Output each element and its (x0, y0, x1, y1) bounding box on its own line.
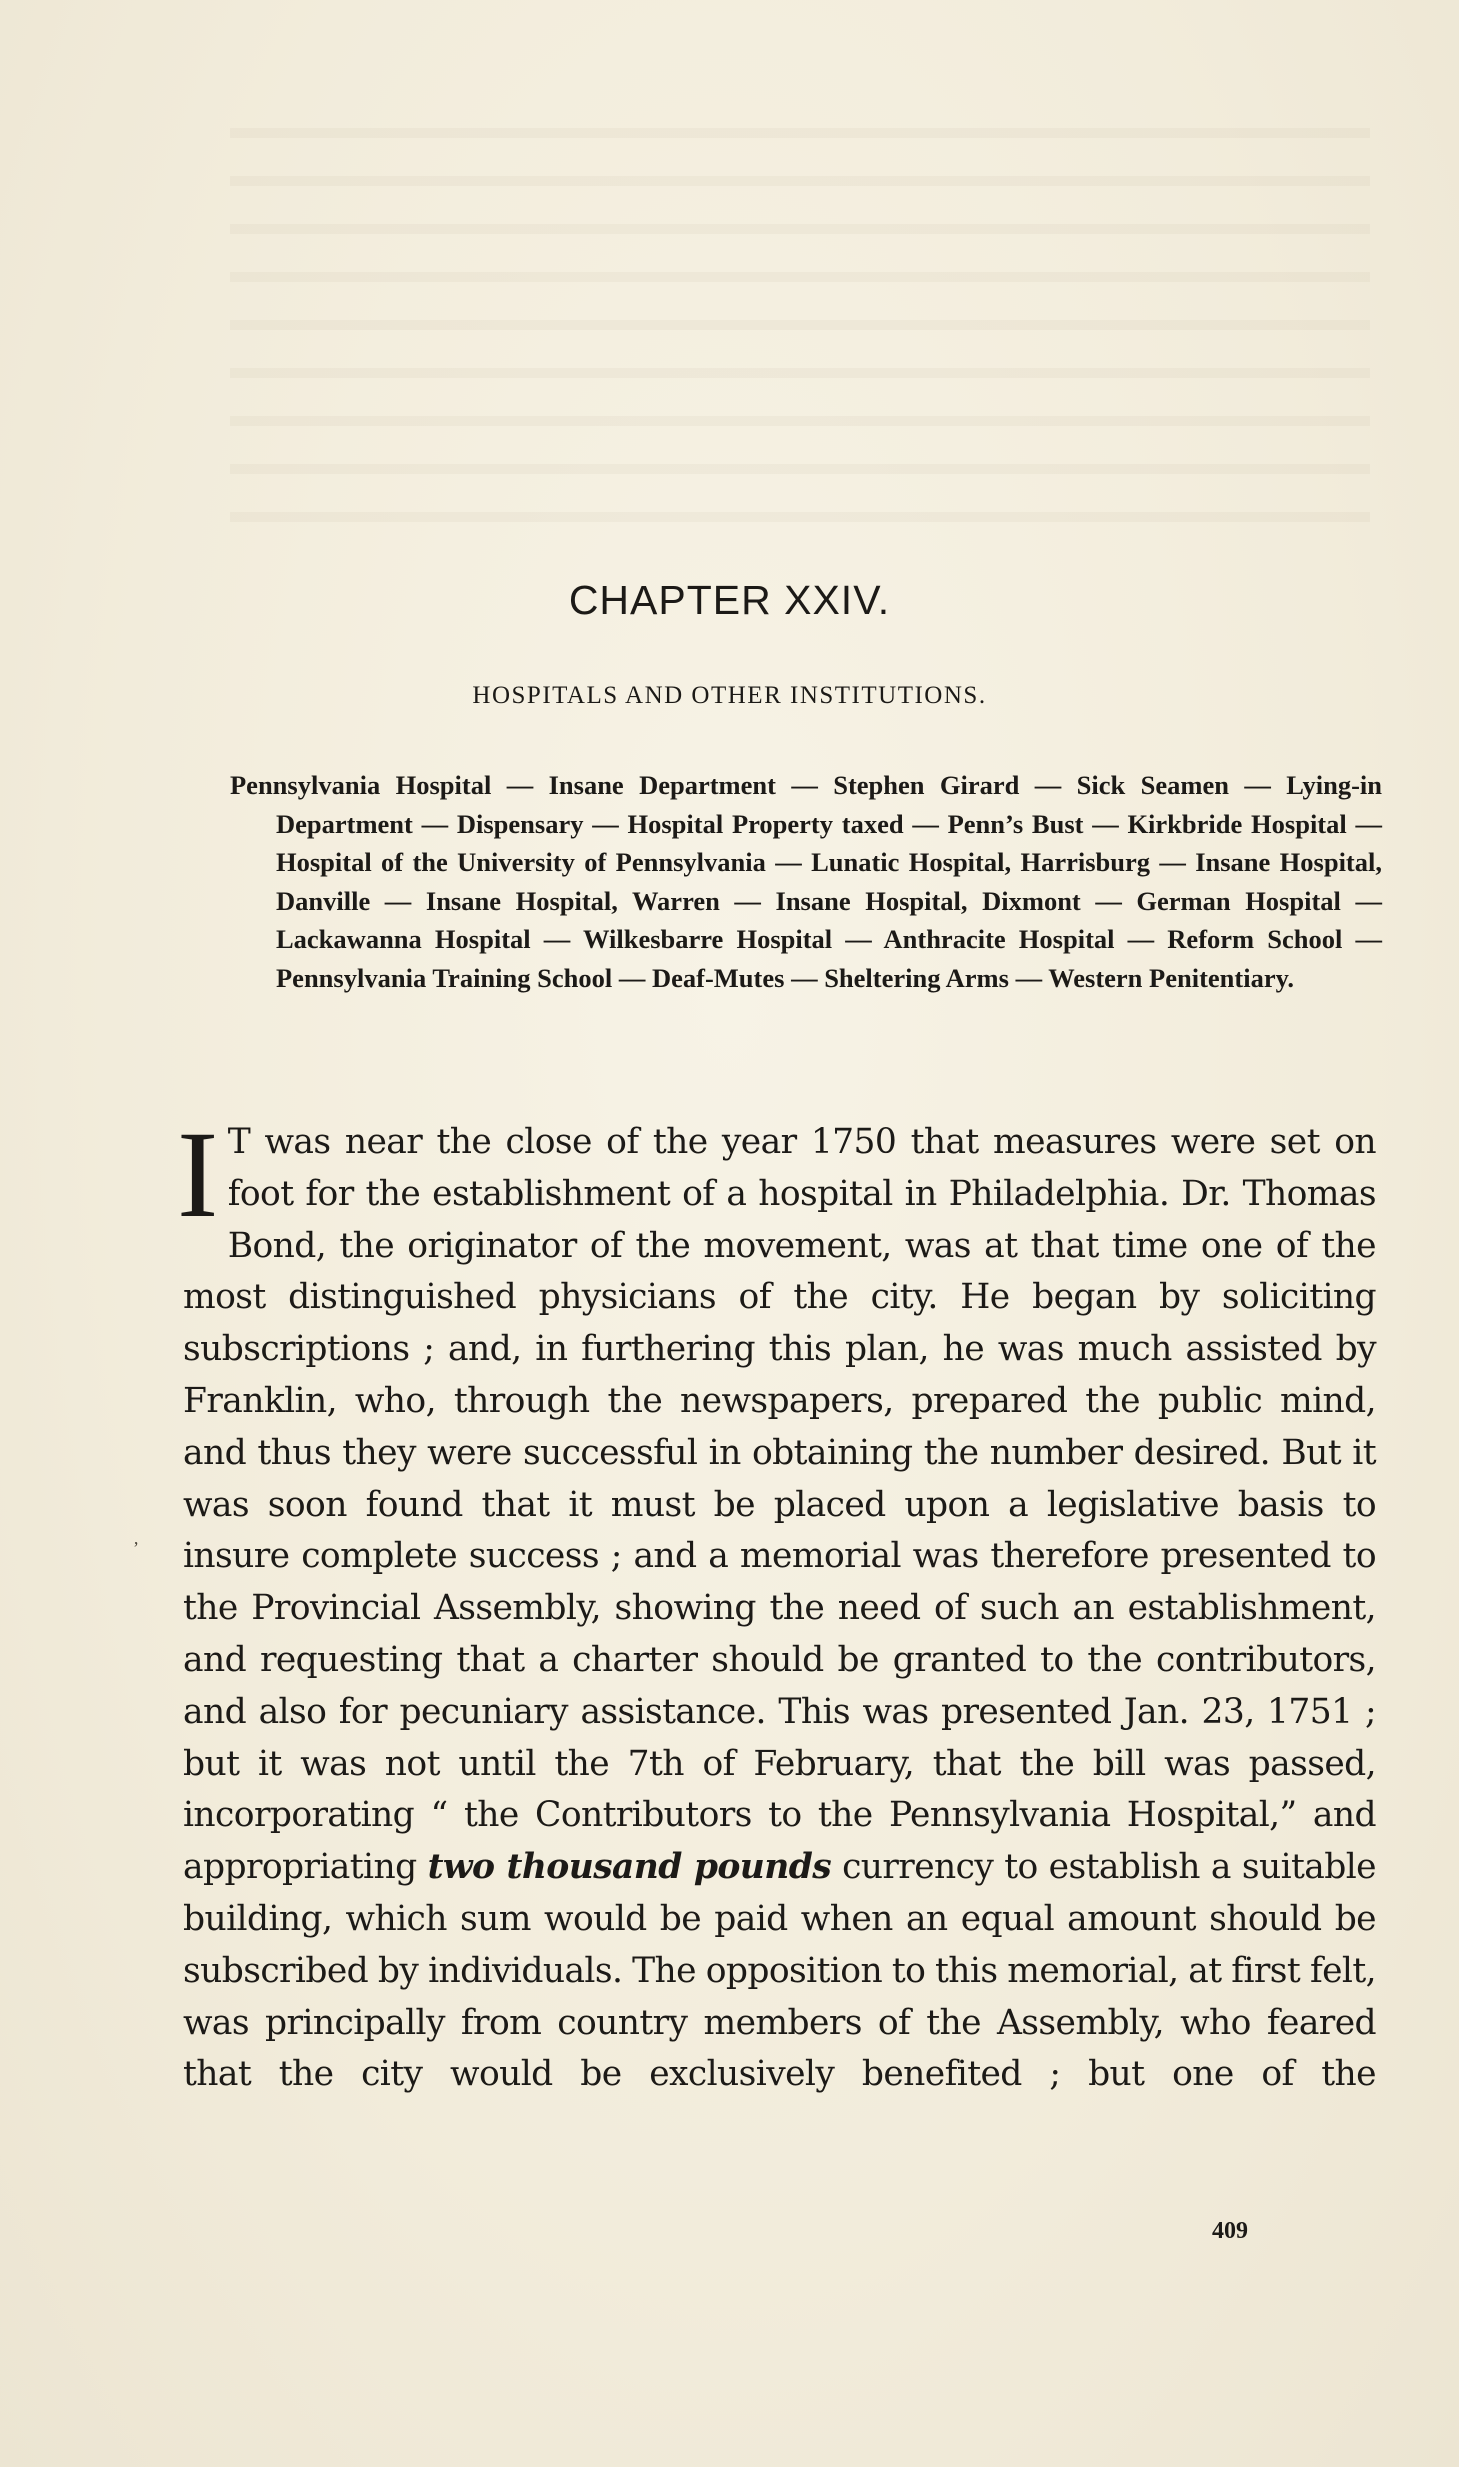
page-number: 409 (1212, 2218, 1248, 2244)
section-heading: HOSPITALS AND OTHER INSTITUTIONS. (472, 682, 987, 709)
body-italic-phrase: two thousand pounds (427, 1847, 832, 1888)
drop-cap: I (177, 1106, 218, 1243)
body-paragraph (177, 1106, 1377, 2101)
chapter-summary: Pennsylvania Hospital — Insane Department — Stephen Girard — Sick Seamen — Lying-in Department — Dispensary — Hospital Property taxed — Penn’s Bust — Kirkbride Hospital — Hospital of the University of Pennsylvania — Lunatic Hospital, Harrisburg — Insane Hospital, Danville — Insane Hospital, Warren — Insane Hospital, Dixmont — German Hospital — Lackawanna Hospital — Wilkesbarre Hospital — Anthracite Hospital — Reform School — Pennsylvania Training School — Deaf-Mutes — Sheltering Arms — Western Penitentiary. (230, 770, 1382, 993)
body-text-part-1: T was near the close of the year 1750 that measures were set on foot for the establishment of a hospital in Philadelphia. Dr. Thomas Bond, the originator of the movement, was at that time one of the most distinguished physicians of the city. He began by soliciting subscriptions ; and, in furthering this plan, he was much assisted by Franklin, who, through the newspapers, prepared the public mind, and thus they were successful in obtaining the number desired. But it was soon found that it must be placed upon a legislative basis to insure complete success ; and a memorial was therefore presented to the Provincial Assembly, showing the need of such an establishment, and requesting that a charter should be granted to the contributors, and also for pecuniary assistance. This was presented Jan. 23, 1751 ; but it was not until the 7th of February, that the bill was passed, incorporating “ the Contributors to the Pennsylvania Hospital,” and appropriating (183, 1122, 1376, 1888)
bleed-through-shadow (230, 90, 1370, 550)
body-text-part-2: currency to establish a suitable building, which sum would be paid when an equal amount should be subscribed by individuals. The opposition to this memorial, at first felt, was principally from country members of the Assembly, who feared that the city would be exclusively benefited ; but one of the (183, 1847, 1377, 2095)
chapter-title: CHAPTER XXIV. (568, 577, 891, 623)
margin-mark: ʼ (133, 1538, 139, 1558)
